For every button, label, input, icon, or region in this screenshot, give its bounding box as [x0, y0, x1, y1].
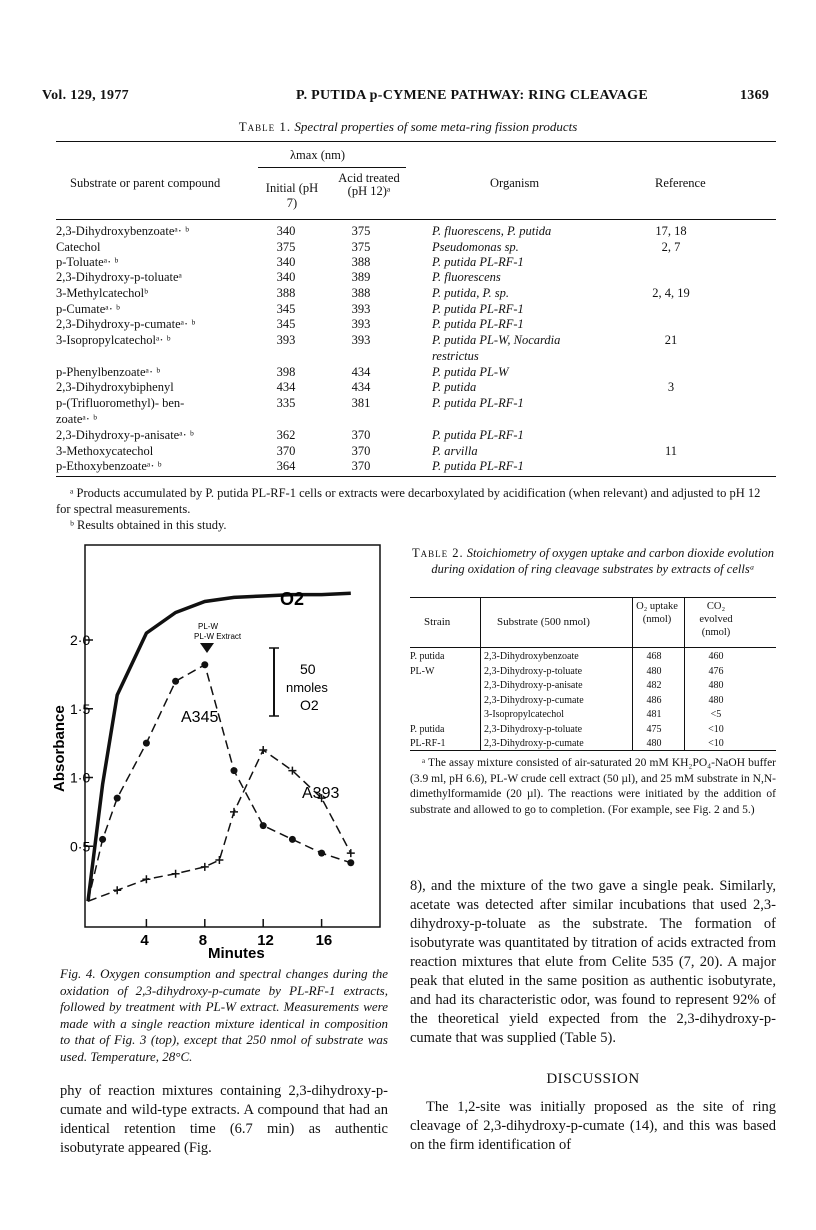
- a345-label: A345: [181, 709, 219, 726]
- table2-row: [410, 695, 750, 708]
- table1-row: [56, 459, 776, 474]
- table2-row: [410, 651, 750, 664]
- y-tick-label: 2·0: [70, 632, 91, 648]
- table1-top-rule: [56, 141, 776, 142]
- table1-cell-initial: 345: [276, 317, 296, 331]
- table1-title: Spectral properties of some meta-ring fission products: [294, 119, 578, 134]
- table2-cell-o2: 475: [646, 723, 662, 735]
- table1-cell-initial: 388: [276, 286, 296, 300]
- table1-cell-organism: P. fluorescens, P. putida: [432, 224, 552, 238]
- scale-value: 50: [300, 661, 316, 677]
- table1-cell-substrate: 2,3-Dihydroxybenzoateᵃ· ᵇ: [56, 224, 189, 238]
- table2-cell-co2: 480: [708, 680, 724, 691]
- table1-cell-initial: 370: [276, 444, 296, 458]
- table1-cell-organism: P. putida PL-RF-1: [432, 428, 524, 442]
- a345-point: [289, 836, 296, 843]
- table2-cell-strain: P. putida: [410, 723, 445, 735]
- table1-cell-substrate: 2,3-Dihydroxy-p-anisateᵃ· ᵇ: [56, 428, 194, 442]
- a345-point: [201, 661, 208, 668]
- running-header-volume: Vol. 129, 1977: [42, 88, 129, 103]
- table1-cell-acid: 375: [351, 240, 371, 254]
- table2-footnote: ᵃ The assay mixture consisted of air-saturated 20 mM KH₂PO₄-NaOH buffer (3.9 ml, pH 6.6), PL-W crude cell extract (50 µl), and 25 mM substrate in N,N-dimethylformamide (20 µl). The reactions were initiated by the addition of substrate and allowed to go to completion. (For example, see Fig. 2 and 5.): [410, 757, 776, 816]
- table1-cell-substrate: p-(Trifluoromethyl)- ben-: [56, 396, 185, 410]
- table1-cell-reference: 11: [664, 444, 678, 458]
- table1-cell-acid: 370: [351, 444, 371, 458]
- table1-cell-organism: P. putida: [432, 380, 477, 394]
- table1-cell-acid: 381: [351, 396, 371, 410]
- table1-cell-initial: 364: [276, 459, 296, 473]
- plot-frame: [85, 545, 380, 927]
- table1-cell-acid: 393: [351, 302, 371, 316]
- extract-arrow-icon: [200, 643, 214, 653]
- x-tick-label: 4: [140, 932, 149, 949]
- table2-row: [410, 724, 750, 737]
- table2-cell-strain: PL-W: [410, 665, 435, 677]
- table2-row: [410, 709, 750, 722]
- table1-cell-substrate: 3-Methoxycatechol: [56, 444, 154, 458]
- table2-cell-o2: 481: [646, 709, 662, 720]
- a345-point: [347, 859, 354, 866]
- table2-cell-co2: <10: [708, 723, 724, 735]
- table2-cell-co2: <10: [708, 738, 724, 749]
- table2-cell-substrate: 2,3-Dihydroxybenzoate: [484, 651, 579, 662]
- x-tick-label: 8: [198, 932, 208, 949]
- table1-row: [56, 428, 776, 443]
- a393-series-line: [88, 750, 351, 901]
- table1-cell-substrate: p-Toluateᵃ· ᵇ: [56, 255, 119, 269]
- table1-cell-reference: 17, 18: [655, 224, 687, 238]
- table1-cell-acid: 370: [351, 428, 371, 442]
- table1-cell-initial: 340: [276, 270, 296, 284]
- a345-point: [318, 850, 325, 857]
- a393-point: [230, 808, 238, 816]
- table2-bottom-rule: [410, 750, 776, 751]
- table2-caption: [410, 545, 776, 577]
- table2-cell-co2: 460: [708, 651, 724, 662]
- a345-point: [143, 740, 150, 747]
- table1-row: [56, 365, 776, 380]
- a393-point: [113, 886, 121, 894]
- table2-header-co2: CO₂ evolved (nmol): [699, 601, 733, 638]
- scale-unit: nmoles: [286, 680, 328, 695]
- a393-point: [172, 870, 180, 878]
- x-tick-label: 16: [315, 932, 333, 949]
- table2-header-substrate: Substrate (500 nmol): [497, 616, 590, 628]
- a345-point: [260, 822, 267, 829]
- table1-cell-organism: P. putida PL-W, Nocardia: [432, 333, 561, 347]
- table1-cell-organism: P. putida PL-RF-1: [432, 459, 524, 473]
- table1-cell-acid: 393: [351, 333, 371, 347]
- table1-label: Table 1.: [238, 119, 292, 134]
- a393-point: [142, 875, 150, 883]
- table1-cell-acid: 434: [351, 380, 371, 394]
- table1-cell-substrate: 2,3-Dihydroxy-p-toluateᵃ: [56, 270, 182, 284]
- a345-point: [114, 795, 121, 802]
- table1-cell-substrate: 3-Methylcatecholᵇ: [56, 286, 149, 300]
- table1-header-acid: Acid treated (pH 12)ᵃ: [338, 171, 400, 198]
- a345-point: [172, 678, 179, 685]
- table1-row: [56, 255, 776, 270]
- table2-cell-co2: <5: [710, 709, 722, 720]
- table1-header-reference: Reference: [655, 176, 706, 190]
- table1-cell-initial: 345: [276, 302, 296, 316]
- table2-cell-o2: 468: [646, 651, 662, 662]
- table2-label: Table 2.: [412, 546, 464, 560]
- table2-cell-co2: 480: [708, 694, 724, 706]
- x-axis-label: Minutes: [208, 945, 265, 962]
- table2-header-o2: O₂ uptake (nmol): [636, 601, 678, 625]
- figure4-caption: Fig. 4. Oxygen consumption and spectral changes during the oxidation of 2,3-dihydroxy-p-cumate by PL-RF-1 extracts, followed by treatment with PL-W extract. Measurements were made with a single reaction mixture identical in composition to that of Fig. 3 (top), except that 250 nmol of substrate was used. Temperature, 28°C.: [60, 966, 388, 1064]
- table1-cell-initial: 434: [276, 380, 296, 394]
- table1-cell-initial: 375: [276, 240, 296, 254]
- table1-header-initial: Initial (pH 7): [265, 181, 319, 210]
- table1-cell-organism: P. putida PL-RF-1: [432, 396, 524, 410]
- table1-cell-substrate: 2,3-Dihydroxybiphenyl: [56, 380, 174, 394]
- table1-cell-initial: 393: [276, 333, 296, 347]
- table2-cell-substrate: 2,3-Dihydroxy-p-cumate: [484, 694, 584, 706]
- table1-header-organism: Organism: [490, 176, 540, 190]
- extract-label: PL-W Extract: [194, 632, 242, 641]
- table1-row: [56, 333, 776, 348]
- table1-cell-reference: 2, 4, 19: [652, 286, 690, 300]
- y-tick-label: 0·5: [70, 838, 91, 855]
- y-tick-label: 1·5: [70, 700, 91, 717]
- table1-header-substrate: Substrate or parent compound: [70, 176, 221, 190]
- table1-cell-substrate: 3-Isopropylcatecholᵃ· ᵇ: [56, 333, 171, 347]
- table1-row: [56, 302, 776, 317]
- table2-cell-substrate: 2,3-Dihydroxy-p-toluate: [484, 665, 583, 677]
- a393-label: A393: [302, 785, 340, 802]
- table1-cell-organism: P. putida PL-RF-1: [432, 255, 524, 269]
- table2-header-rule: [410, 647, 776, 648]
- discussion-paragraph: The 1,2-site was initially proposed as the site of ring cleavage of 2,3-dihydroxy-p-cumate (14), and this was based on the firm identification of: [410, 1099, 776, 1153]
- a345-point: [99, 836, 106, 843]
- table2-row: [410, 680, 750, 693]
- table1-caption: [0, 119, 816, 135]
- table1-row: [56, 396, 776, 411]
- table2-cell-substrate: 2,3-Dihydroxy-p-anisate: [484, 680, 583, 691]
- table2-cell-o2: 486: [646, 694, 662, 706]
- table1-row: [56, 317, 776, 332]
- a393-point: [201, 863, 209, 871]
- table1-cell-substrate: zoateᵃ· ᵇ: [56, 412, 97, 426]
- page-number: 1369: [740, 88, 770, 103]
- table1-cell-organism: Pseudomonas sp.: [432, 240, 519, 254]
- table1-cell-reference: 2, 7: [661, 240, 681, 254]
- table1-cell-initial: 362: [276, 428, 296, 442]
- table1-cell-reference: 21: [664, 333, 678, 347]
- table1-cell-acid: 434: [351, 365, 371, 379]
- table2-header-strain: Strain: [424, 616, 451, 628]
- table1-header-rule: [56, 219, 776, 220]
- table1-cell-organism: P. putida PL-W: [432, 365, 509, 379]
- table1-cell-substrate: 2,3-Dihydroxy-p-cumateᵃ· ᵇ: [56, 317, 196, 331]
- table2-cell-o2: 480: [646, 665, 662, 677]
- table2-cell-strain: P. putida: [410, 651, 445, 662]
- table1-cell-substrate: p-Cumateᵃ· ᵇ: [56, 302, 120, 316]
- table1-cell-acid: 375: [351, 224, 371, 238]
- a345-point: [231, 767, 238, 774]
- y-tick-label: 1·0: [70, 769, 91, 786]
- scale-o2: O2: [300, 697, 319, 713]
- table1-cell-organism: P. putida PL-RF-1: [432, 317, 524, 331]
- table1-cell-initial: 398: [276, 365, 296, 379]
- table1-bottom-rule: [56, 476, 776, 477]
- table1-cell-reference: 3: [667, 380, 675, 394]
- running-header-title: P. PUTIDA p-CYMENE PATHWAY: RING CLEAVAGE: [296, 88, 648, 103]
- table2-cell-substrate: 3-Isopropylcatechol: [484, 709, 564, 720]
- left-column-paragraph: phy of reaction mixtures containing 2,3-dihydroxy-p-cumate and wild-type extracts. A compound that had an identical retention time (6.7 min) as authentic isobutyrate appeared (Fig.: [60, 1083, 388, 1156]
- table1-cell-initial: 335: [276, 396, 296, 410]
- table2-cell-substrate: 2,3-Dihydroxy-p-cumate: [484, 738, 584, 749]
- table1-row: [56, 240, 776, 255]
- table1-cell-substrate: Catechol: [56, 240, 101, 254]
- table2-row: [410, 666, 750, 679]
- table1-cell-substrate: p-Ethoxybenzoateᵃ· ᵇ: [56, 459, 162, 473]
- table1-row: [56, 270, 776, 285]
- figure4-chart: [48, 542, 388, 962]
- table2-cell-strain: PL-RF-1: [410, 738, 446, 749]
- extract-label-line: PL-W: [198, 622, 218, 631]
- table1-cell-organism: P. fluorescens: [432, 270, 501, 284]
- table1-cell-organism: P. putida PL-RF-1: [432, 302, 524, 316]
- table1-row: [56, 412, 776, 427]
- table1-row: [56, 224, 776, 239]
- table2-cell-co2: 476: [708, 665, 724, 677]
- table1-lambda-rule: [258, 167, 406, 168]
- table1-cell-substrate: p-Phenylbenzoateᵃ· ᵇ: [56, 365, 161, 379]
- table1-row: [56, 380, 776, 395]
- a393-point: [215, 856, 223, 864]
- table1-row: [56, 444, 776, 459]
- table2-cell-o2: 480: [646, 738, 662, 749]
- table1-cell-acid: 388: [351, 255, 371, 269]
- discussion-heading: DISCUSSION: [546, 1071, 640, 1087]
- table1-lambda-header: λmax (nm): [290, 148, 346, 162]
- right-column-paragraph: 8), and the mixture of the two gave a single peak. Similarly, acetate was detected after similar incubations that used 2,3-dihydroxy-p-toluate as the substrate. The formation of isobutyrate was quantitated by titration of acids extracted from reaction mixtures that elute from Celite 535 (7, 20). A major peak that eluted in the same position as authentic isobutyrate, and had its characteristic odor, was found to represent 92% of the theoretical yield expected from the 2,3-dihydroxy-p-cumate that was supplied (Table 5).: [410, 878, 776, 1046]
- x-tick-label: 12: [257, 932, 274, 949]
- table2-top-rule: [410, 597, 776, 598]
- table1-cell-acid: 389: [351, 270, 371, 284]
- table1-footnote-b: ᵇ Results obtained in this study.: [70, 518, 227, 532]
- table2-title: Stoichiometry of oxygen uptake and carbon dioxide evolution during oxidation of ring cleavage substrates by extracts of cellsᵃ: [431, 546, 774, 576]
- table1-cell-acid: 388: [351, 286, 371, 300]
- y-axis-label: Absorbance: [51, 705, 68, 792]
- table1-footnote-a: ᵃ Products accumulated by P. putida PL-RF-1 cells or extracts were decarboxylated by acidification (when relevant) and adjusted to pH 12 for spectral measurements.: [56, 486, 761, 516]
- table1-cell-acid: 370: [351, 459, 371, 473]
- table1-cell-organism: restrictus: [432, 349, 479, 363]
- o2-curve-label: O2: [280, 589, 305, 609]
- table2-cell-substrate: 2,3-Dihydroxy-p-toluate: [484, 723, 583, 735]
- table1-cell-acid: 393: [351, 317, 371, 331]
- table1-cell-organism: P. arvilla: [432, 444, 478, 458]
- table1-cell-initial: 340: [276, 224, 296, 238]
- table1-cell-organism: P. putida, P. sp.: [432, 286, 509, 300]
- table1-cell-initial: 340: [276, 255, 296, 269]
- table1-row: [56, 286, 776, 301]
- a393-point: [347, 849, 355, 857]
- table1-row: [56, 349, 776, 364]
- table2-cell-o2: 482: [646, 680, 662, 691]
